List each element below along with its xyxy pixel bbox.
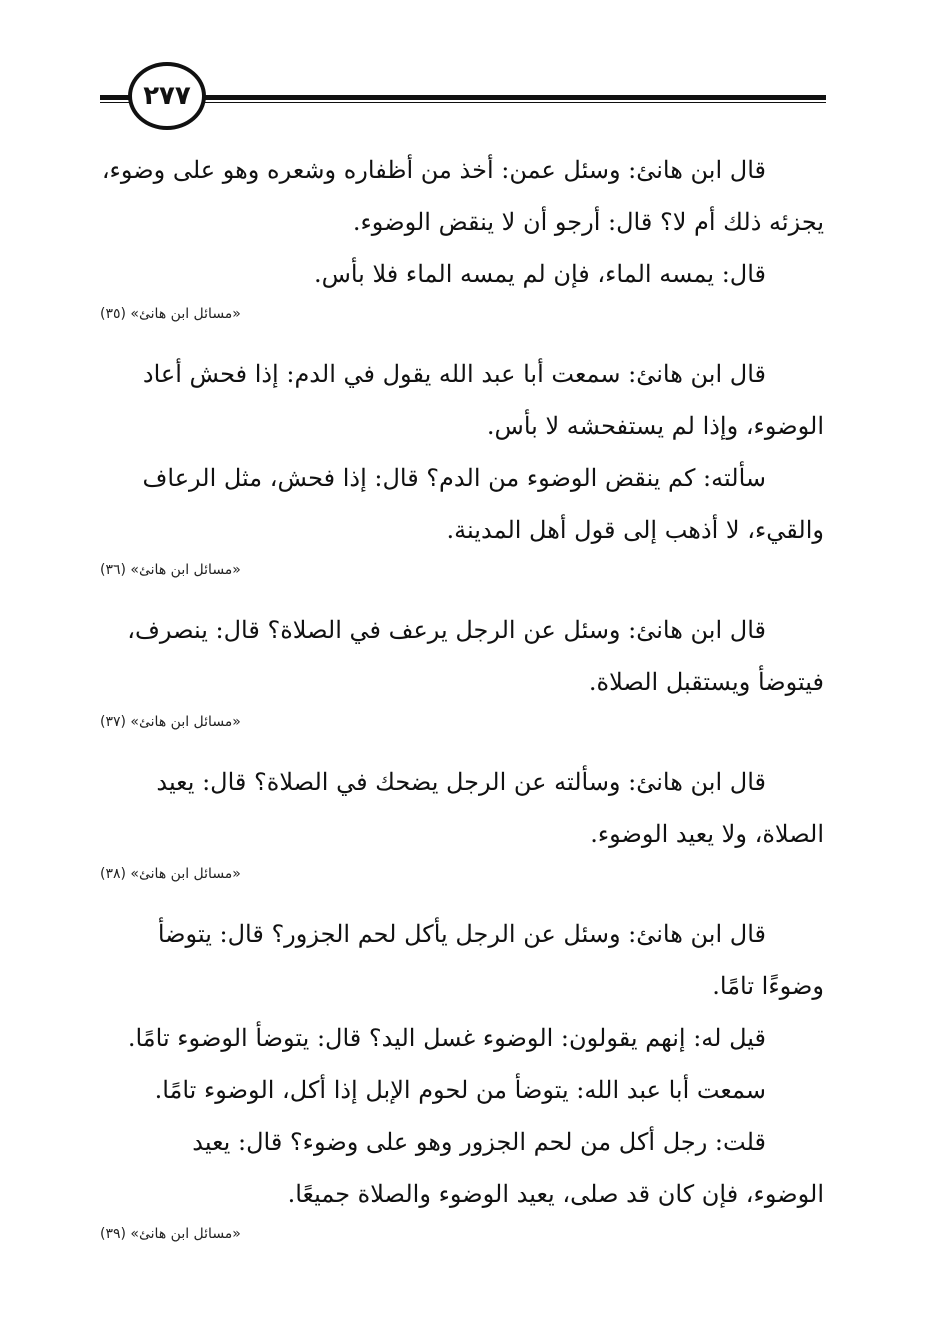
source-citation: «مسائل ابن هانئ» (٣٦) bbox=[100, 562, 241, 578]
text-line: قال ابن هانئ: وسئل عن الرجل يرعف في الصلاة؟ قال: ينصرف، bbox=[127, 616, 766, 644]
text-line: وضوءًا تامًا. bbox=[712, 972, 824, 1000]
page-body bbox=[100, 144, 824, 1268]
text-line: قلت: رجل أكل من لحم الجزور وهو على وضوء؟ قال: يعيد bbox=[192, 1128, 766, 1156]
text-line: الصلاة، ولا يعيد الوضوء. bbox=[590, 820, 824, 848]
text-line: يجزئه ذلك أم لا؟ قال: أرجو أن لا ينقض الوضوء. bbox=[352, 208, 824, 236]
text-line: قال ابن هانئ: وسئل عمن: أخذ من أظفاره وشعره وهو على وضوء، bbox=[101, 156, 766, 184]
text-line: الوضوء، فإن كان قد صلى، يعيد الوضوء والصلاة جميعًا. bbox=[287, 1180, 824, 1208]
entry bbox=[100, 756, 824, 884]
source-citation: «مسائل ابن هانئ» (٣٥) bbox=[100, 306, 241, 322]
text-line: قال ابن هانئ: سمعت أبا عبد الله يقول في الدم: إذا فحش أعاد bbox=[142, 360, 766, 388]
text-line: فيتوضأ ويستقبل الصلاة. bbox=[588, 668, 824, 696]
entry bbox=[100, 144, 824, 324]
header-rule bbox=[205, 95, 826, 100]
page-header bbox=[0, 0, 931, 140]
page-number: ٢٧٧ bbox=[143, 81, 191, 111]
text-line: قال ابن هانئ: وسألته عن الرجل يضحك في الصلاة؟ قال: يعيد bbox=[156, 768, 766, 796]
entry bbox=[100, 908, 824, 1244]
source-citation: «مسائل ابن هانئ» (٣٩) bbox=[100, 1226, 241, 1242]
text-line: سألته: كم ينقض الوضوء من الدم؟ قال: إذا فحش، مثل الرعاف bbox=[142, 464, 766, 492]
header-rule-left bbox=[100, 95, 130, 100]
header-rule-left-thin bbox=[100, 102, 130, 103]
text-line: قال: يمسه الماء، فإن لم يمسه الماء فلا بأس. bbox=[313, 260, 766, 288]
text-line: قيل له: إنهم يقولون: الوضوء غسل اليد؟ قال: يتوضأ الوضوء تامًا. bbox=[127, 1024, 766, 1052]
text-line: قال ابن هانئ: وسئل عن الرجل يأكل لحم الجزور؟ قال: يتوضأ bbox=[157, 920, 766, 948]
header-rule-thin bbox=[205, 102, 826, 103]
text-line: والقيء، لا أذهب إلى قول أهل المدينة. bbox=[446, 516, 824, 544]
entry bbox=[100, 604, 824, 732]
page-number-badge bbox=[128, 62, 206, 130]
text-line: الوضوء، وإذا لم يستفحشه لا بأس. bbox=[486, 412, 824, 440]
entry bbox=[100, 348, 824, 580]
text-line: سمعت أبا عبد الله: يتوضأ من لحوم الإبل إذا أكل، الوضوء تامًا. bbox=[154, 1076, 766, 1104]
source-citation: «مسائل ابن هانئ» (٣٧) bbox=[100, 714, 241, 730]
source-citation: «مسائل ابن هانئ» (٣٨) bbox=[100, 866, 241, 882]
